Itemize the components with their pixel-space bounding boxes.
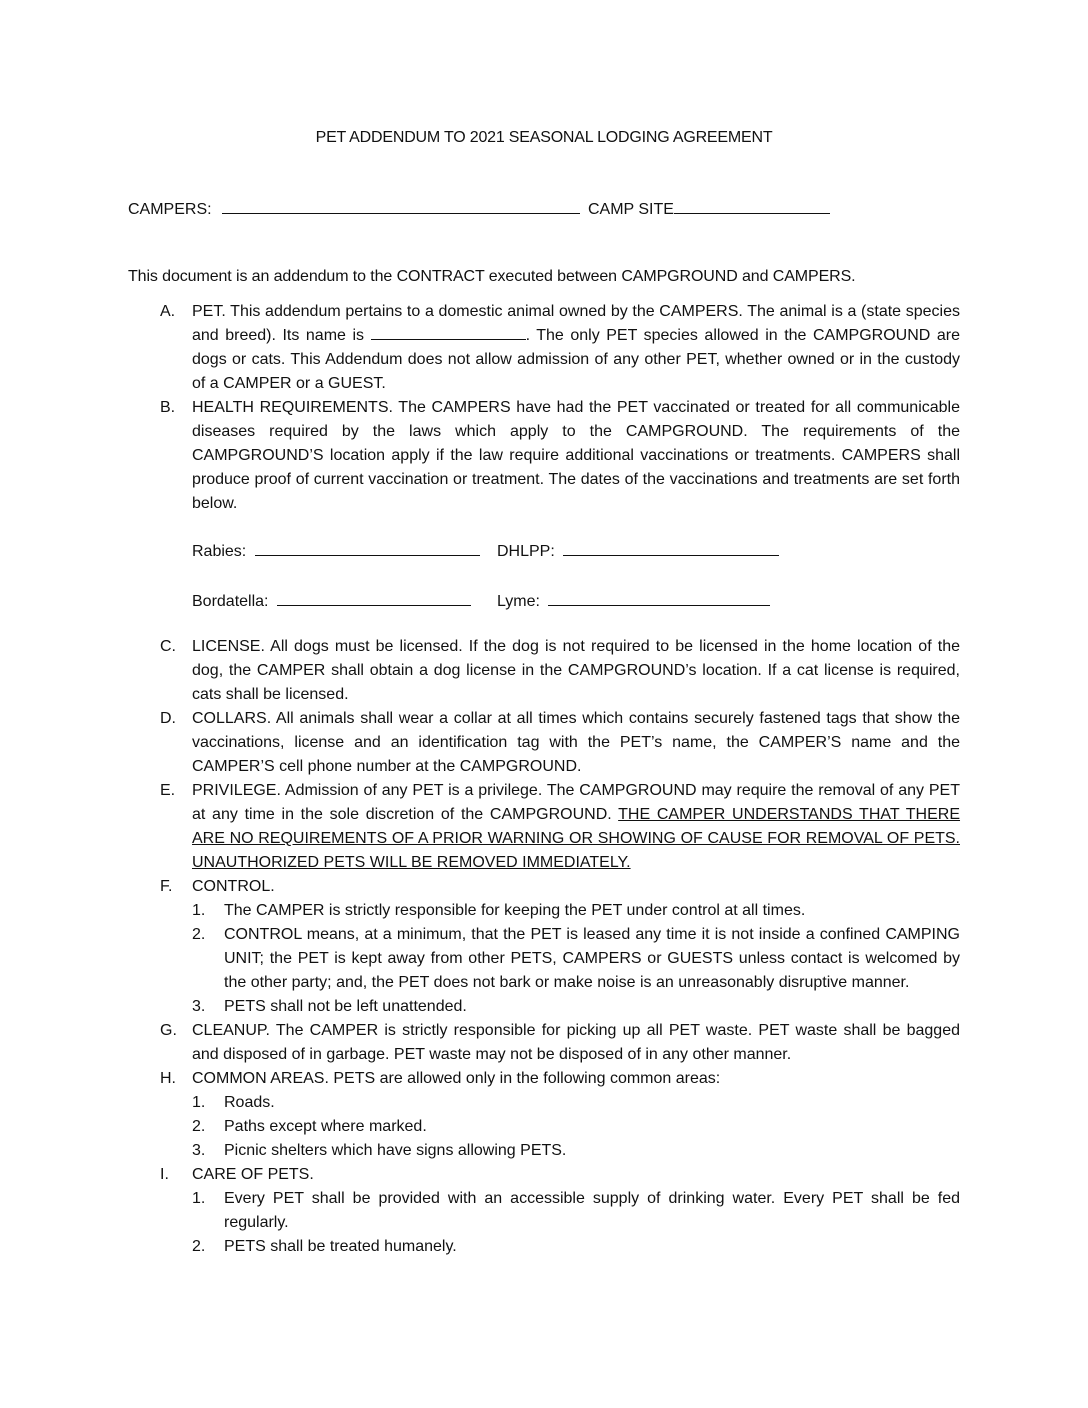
- section-label: F.: [160, 878, 173, 895]
- list-item: [160, 1115, 960, 1139]
- section-h-text: COMMON AREAS. PETS are allowed only in the following common areas:: [192, 1070, 721, 1087]
- item-text: Paths except where marked.: [224, 1118, 427, 1135]
- section-label: B.: [160, 399, 176, 416]
- rabies-blank[interactable]: [255, 542, 480, 556]
- lyme-label: Lyme:: [497, 593, 540, 610]
- section-label: A.: [160, 303, 176, 320]
- section-g-text: CLEANUP. The CAMPER is strictly responsible for picking up all PET waste. PET waste shall be bagged and disposed of in garbage. PET waste may not be disposed of in any other manner.: [192, 1022, 960, 1063]
- section-label: G.: [160, 1022, 177, 1039]
- section-label: E.: [160, 782, 176, 799]
- section-c: [160, 635, 960, 707]
- section-list-upper: [160, 300, 960, 516]
- section-label: C.: [160, 638, 176, 655]
- section-f: [160, 875, 960, 899]
- bordatella-field: [192, 592, 471, 611]
- list-item: [160, 1235, 960, 1259]
- section-e: [160, 779, 960, 875]
- section-g: [160, 1019, 960, 1067]
- section-f-text: CONTROL.: [192, 878, 275, 895]
- section-i: [160, 1163, 960, 1187]
- campsite-label: CAMP SITE: [588, 201, 674, 218]
- list-item: [160, 899, 960, 923]
- pet-name-blank[interactable]: [371, 326, 526, 340]
- item-text: PETS shall be treated humanely.: [224, 1238, 457, 1255]
- list-item: [160, 995, 960, 1019]
- bordatella-label: Bordatella:: [192, 593, 269, 610]
- section-label: D.: [160, 710, 176, 727]
- item-number: 1.: [192, 1094, 206, 1111]
- bordatella-blank[interactable]: [277, 592, 471, 606]
- rabies-label: Rabies:: [192, 543, 247, 560]
- campers-field: [128, 200, 580, 219]
- list-item: [160, 1187, 960, 1235]
- lyme-field: [497, 592, 770, 611]
- campers-label: CAMPERS:: [128, 201, 212, 218]
- item-number: 2.: [192, 926, 206, 943]
- campsite-field: [588, 200, 830, 219]
- lyme-blank[interactable]: [548, 592, 770, 606]
- intro-paragraph: This document is an addendum to the CONTRACT executed between CAMPGROUND and CAMPERS.: [128, 268, 856, 285]
- item-text: Roads.: [224, 1094, 275, 1111]
- section-b-text: HEALTH REQUIREMENTS. The CAMPERS have had the PET vaccinated or treated for all communicable diseases required by the laws which apply to the CAMPGROUND. The requirements of the CAMPGROUND’S location apply if the law require additional vaccinations or treatments. CAMPERS shall produce proof of current vaccination or treatment. The dates of the vaccinations and treatments are set forth below.: [192, 399, 960, 512]
- section-e-text: PRIVILEGE. Admission of any PET is a privilege. The CAMPGROUND may require the removal of any PET at any time in the sole discretion of the CAMPGROUND.: [192, 782, 960, 823]
- item-number: 3.: [192, 998, 206, 1015]
- item-text: CONTROL means, at a minimum, that the PET is leased any time it is not inside a confined CAMPING UNIT; the PET is kept away from other PETS, CAMPERS or GUESTS unless contact is welcomed by the other party; and, the PET does not bark or make noise is an unreasonably disruptive manner.: [224, 926, 960, 991]
- section-b: [160, 396, 960, 516]
- page-title: PET ADDENDUM TO 2021 SEASONAL LODGING AGREEMENT: [315, 129, 773, 146]
- item-number: 1.: [192, 1190, 206, 1207]
- list-item: [160, 923, 960, 995]
- item-text: Every PET shall be provided with an accessible supply of drinking water. Every PET shall be fed regularly.: [224, 1190, 960, 1231]
- list-item: [160, 1139, 960, 1163]
- section-a: [160, 300, 960, 396]
- item-number: 2.: [192, 1238, 206, 1255]
- campers-blank[interactable]: [222, 200, 580, 214]
- dhlpp-field: [497, 542, 779, 561]
- item-text: Picnic shelters which have signs allowing PETS.: [224, 1142, 567, 1159]
- dhlpp-label: DHLPP:: [497, 543, 555, 560]
- section-e-underlined: THE CAMPER UNDERSTANDS THAT THERE ARE NO REQUIREMENTS OF A PRIOR WARNING OR SHOWING OF CAUSE FOR REMOVAL OF PETS. UNAUTHORIZED PETS WILL BE REMOVED IMMEDIATELY.: [192, 806, 961, 871]
- item-number: 1.: [192, 902, 206, 919]
- dhlpp-blank[interactable]: [563, 542, 779, 556]
- section-label: I.: [160, 1166, 169, 1183]
- item-text: PETS shall not be left unattended.: [224, 998, 467, 1015]
- campsite-blank[interactable]: [674, 200, 830, 214]
- item-number: 2.: [192, 1118, 206, 1135]
- list-item: [160, 1091, 960, 1115]
- section-d: [160, 707, 960, 779]
- item-text: The CAMPER is strictly responsible for keeping the PET under control at all times.: [224, 902, 806, 919]
- section-i-text: CARE OF PETS.: [192, 1166, 314, 1183]
- section-d-text: COLLARS. All animals shall wear a collar at all times which contains securely fastened tags that show the vaccinations, license and an identification tag with the PET’s name, the CAMPER’S name and the CAMPER’S cell phone number at the CAMPGROUND.: [192, 710, 960, 775]
- rabies-field: [192, 542, 480, 561]
- section-a-text: PET. This addendum pertains to a domestic animal owned by the CAMPERS. The animal is a (state species and breed). Its name is: [192, 303, 960, 344]
- section-a-text-after: . The only PET species allowed in the CAMPGROUND are dogs or cats. This Addendum does not allow admission of any other PET, whether owned or in the custody of a CAMPER or a GUEST.: [192, 327, 960, 392]
- section-c-text: LICENSE. All dogs must be licensed. If the dog is not required to be licensed in the home location of the dog, the CAMPER shall obtain a dog license in the CAMPGROUND’s location. If a cat license is required, cats shall be licensed.: [192, 638, 960, 703]
- section-label: H.: [160, 1070, 176, 1087]
- item-number: 3.: [192, 1142, 206, 1159]
- section-h: [160, 1067, 960, 1091]
- section-list-lower: [160, 635, 960, 1259]
